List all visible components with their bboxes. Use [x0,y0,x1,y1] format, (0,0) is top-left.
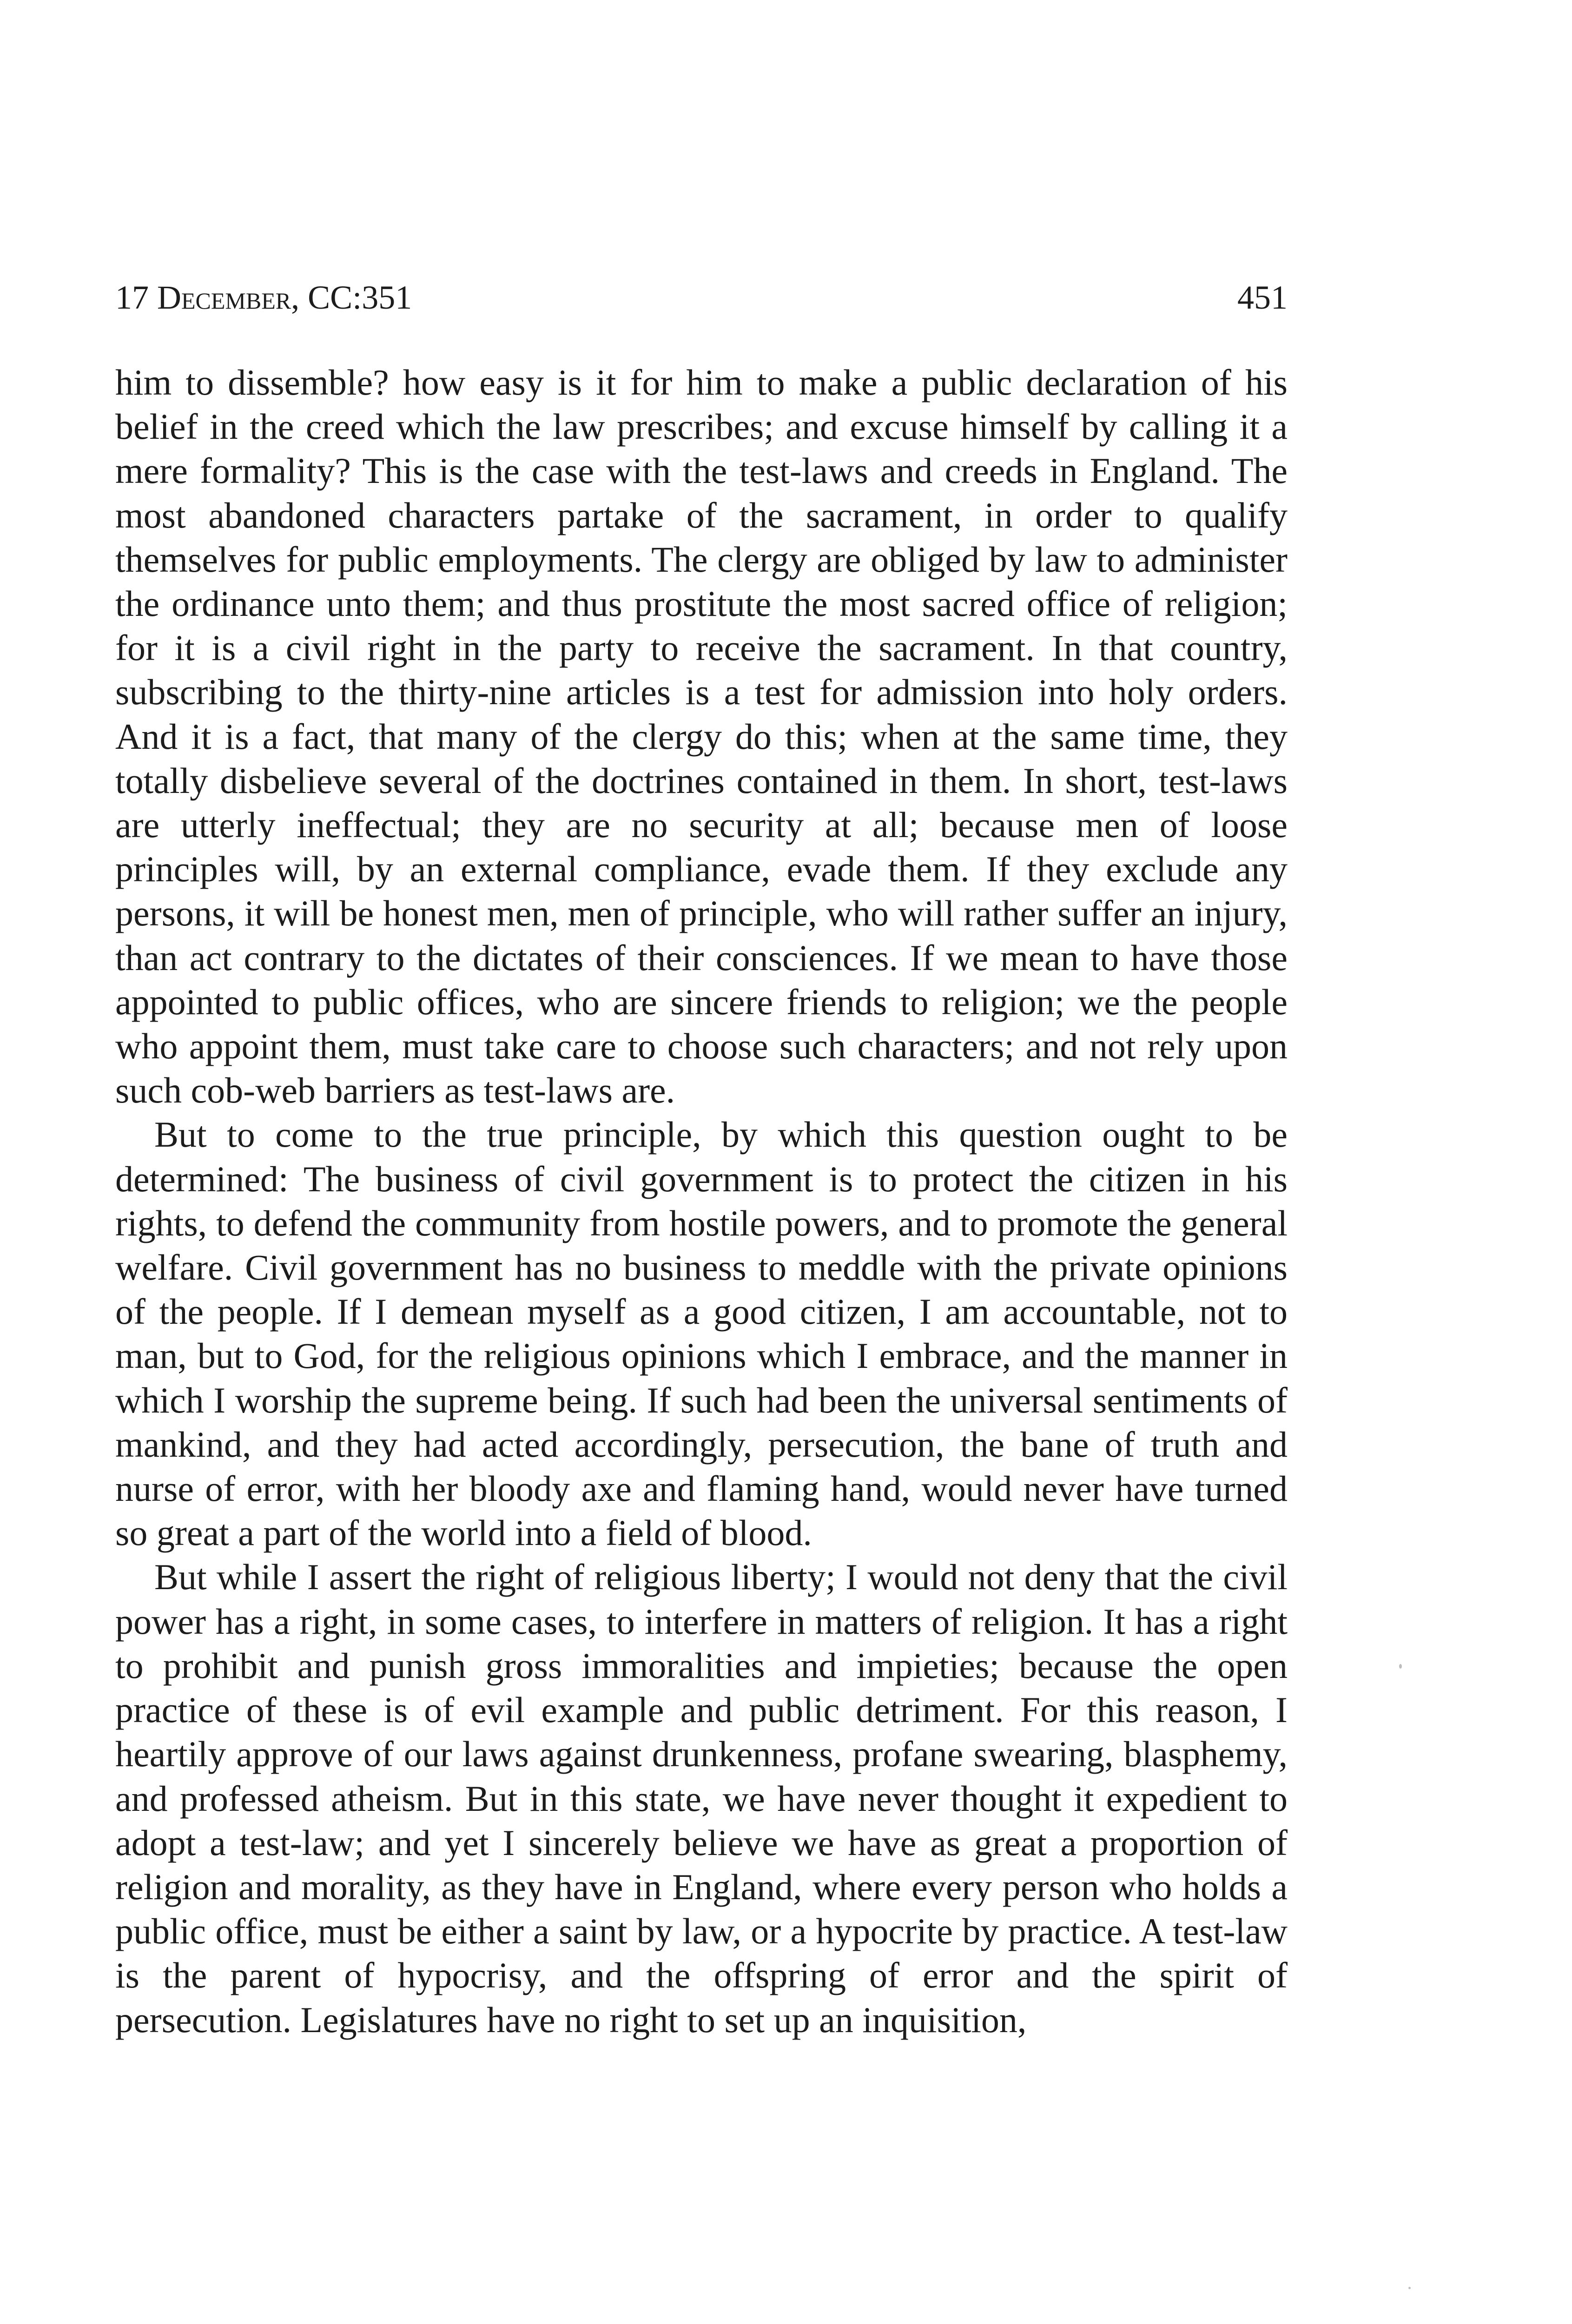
paragraph: But to come to the true principle, by which this question ought to be determined: The business of civil government is to protect the citizen in his rights, to defend the community from hostile powers, and to promote the general welfare. Civil government has no business to meddle with the private opinions of the people. If I demean myself as a good citizen, I am accountable, not to man, but to God, for the religious opinions which I embrace, and the manner in which I worship the supreme being. If such had been the universal sentiments of mankind, and they had acted accordingly, persecution, the bane of truth and nurse of error, with her bloody axe and flaming hand, would never have turned so great a part of the world into a field of blood. [115,1114,1288,1553]
running-head-date: 17 [115,279,149,316]
paragraph: But while I assert the right of religious liberty; I would not deny that the civil power has a right, in some cases, to interfere in matters of religion. It has a right to prohibit and punish gross immoralities and impieties; because the open practice of these is of evil example and public detriment. For this reason, I heartily approve of our laws against drunkenness, profane swearing, blasphemy, and professed atheism. But in this state, we have never thought it expedient to adopt a test-law; and yet I sincerely believe we have as great a proportion of religion and morality, as they have in England, where every person who holds a public office, must be either a saint by law, or a hypocrite by practice. A test-law is the parent of hypocrisy, and the offspring of error and the spirit of persecution. Legislatures have no right to set up an inquisition, [115,1557,1288,2040]
running-head [115,274,1288,321]
scan-speck [1399,1664,1402,1669]
body-text [115,360,1288,2042]
scan-speck [1408,2287,1411,2289]
page-number: 451 [1237,279,1288,316]
running-head-month: December [157,279,291,316]
paragraph: him to dissemble? how easy is it for him to make a public declaration of his belief in the creed which the law prescribes; and excuse himself by calling it a mere formality? This is the case with the test-laws and creeds in England. The most abandoned characters partake of the sacrament, in order to qualify themselves for public employments. The clergy are obliged by law to administer the ordinance unto them; and thus prostitute the most sacred office of religion; for it is a civil right in the party to receive the sacrament. In that country, subscribing to the thirty-nine articles is a test for admission into holy orders. And it is a fact, that many of the clergy do this; when at the same time, they totally disbelieve several of the doctrines contained in them. In short, test-laws are utterly ineffectual; they are no security at all; because men of loose principles will, by an external compliance, evade them. If they exclude any persons, it will be honest men, men of principle, who will rather suffer an injury, than act contrary to the dictates of their consciences. If we mean to have those appointed to public offices, who are sincere friends to religion; we the people who appoint them, must take care to choose such characters; and not rely upon such cob-web barriers as test-laws are. [115,362,1288,1111]
running-head-left [115,274,412,321]
running-head-ref: , CC:351 [291,279,412,316]
